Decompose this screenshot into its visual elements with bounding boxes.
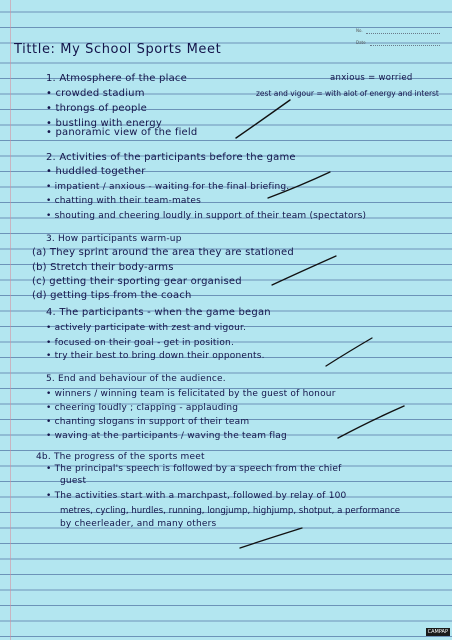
tick-mark [326, 338, 372, 366]
tick-mark [236, 100, 290, 138]
list-item: metres, cycling, hurdles, running, longjump, highjump, shotput, a performance [60, 506, 401, 516]
list-item: • bustling with energy [46, 118, 162, 129]
tick-mark [240, 528, 302, 548]
section-heading: 1. Atmosphere of the place [46, 73, 187, 84]
list-item: • crowded stadium [46, 88, 145, 99]
list-item: (a) They sprint around the area they are stationed [32, 247, 294, 258]
list-item: • try their best to bring down their opponents. [46, 351, 265, 361]
list-item: • The principal's speech is followed by a speech from the chief [46, 464, 342, 474]
list-item: • winners / winning team is felicitated by the guest of honour [46, 389, 336, 399]
list-item: • cheering loudly ; clapping - applauding [46, 403, 239, 413]
section-heading: 4. The participants - when the game began [46, 307, 271, 318]
section-heading: 3. How participants warm-up [46, 234, 182, 244]
section-heading: 2. Activities of the participants before the game [46, 152, 296, 163]
date-label: Date [356, 40, 366, 45]
list-item: • actively participate with zest and vigour. [46, 323, 247, 333]
note-zest: zest and vigour = with alot of energy and interst [256, 89, 439, 98]
section-heading: 4b. The progress of the sports meet [36, 452, 205, 462]
list-item: (b) Stretch their body-arms [32, 262, 174, 273]
tick-mark [268, 172, 330, 198]
note-anxious: anxious = worried [330, 73, 413, 83]
list-item: • huddled together [46, 166, 146, 177]
section-heading: 5. End and behaviour of the audience. [46, 374, 226, 384]
list-item: (c) getting their sporting gear organised [32, 276, 242, 287]
list-item: • chatting with their team-mates [46, 196, 201, 206]
list-item: • waving at the participants / waving the team flag [46, 431, 287, 441]
no-label: No. [356, 28, 363, 33]
brand-logo: CAMPAP [427, 629, 448, 635]
list-item: • chanting slogans in support of their team [46, 417, 250, 427]
tick-mark [338, 406, 404, 438]
list-item: • The activities start with a marchpast, followed by relay of 100 [46, 491, 347, 501]
list-item: • shouting and cheering loudly in support of their team (spectators) [46, 211, 367, 221]
list-item: • throngs of people [46, 103, 147, 114]
list-item: • impatient / anxious - waiting for the final briefing. [46, 182, 290, 192]
list-item: by cheerleader, and many others [60, 519, 217, 529]
list-item: guest [60, 476, 87, 486]
tick-mark [272, 256, 336, 285]
list-item: • focused on their goal - get in position. [46, 338, 235, 348]
list-item: (d) getting tips from the coach [32, 290, 192, 301]
page-title: Tittle: My School Sports Meet [14, 42, 222, 57]
list-item: • panoramic view of the field [46, 127, 198, 138]
